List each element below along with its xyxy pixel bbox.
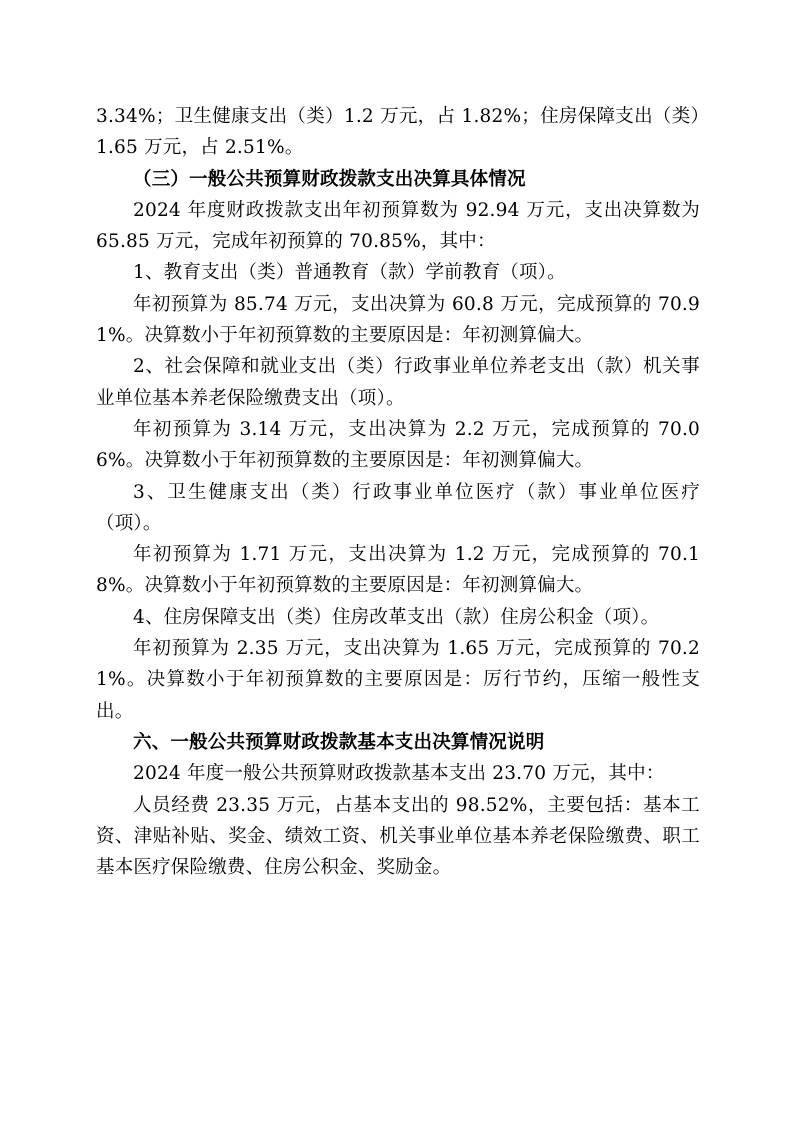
item-social-security-expenditure: 2、社会保障和就业支出（类）行政事业单位养老支出（款）机关事业单位基本养老保险缴费支出（项）。 [96, 356, 700, 409]
paragraph-personnel-expenses: 人员经费 23.35 万元，占基本支出的 98.52%，主要包括：基本工资、津贴补贴、奖金、绩效工资、机关事业单位基本养老保险缴费、职工基本医疗保险缴费、住房公积金、奖励金。 [96, 794, 700, 879]
paragraph-expenditure-shares-continued: 3.34%；卫生健康支出（类）1.2 万元，占 1.82%；住房保障支出（类）1.65 万元，占 2.51%。 [96, 106, 700, 159]
paragraph-health-budget: 年初预算为 1.71 万元，支出决算为 1.2 万元，完成预算的 70.18%。决算数小于年初预算数的主要原因是：年初测算偏大。 [96, 544, 700, 597]
item-housing-expenditure: 4、住房保障支出（类）住房改革支出（款）住房公积金（项）。 [133, 606, 660, 628]
section-heading-general-budget-details: （三）一般公共预算财政拨款支出决算具体情况 [133, 168, 526, 190]
paragraph-social-security-budget: 年初预算为 3.14 万元，支出决算为 2.2 万元，完成预算的 70.06%。决算数小于年初预算数的主要原因是：年初测算偏大。 [96, 418, 700, 472]
paragraph-education-budget: 年初预算为 85.74 万元，支出决算为 60.8 万元，完成预算的 70.91%。决算数小于年初预算数的主要原因是：年初测算偏大。 [96, 293, 700, 347]
item-health-expenditure: 3、卫生健康支出（类）行政事业单位医疗（款）事业单位医疗（项）。 [96, 481, 700, 534]
paragraph-housing-budget: 年初预算为 2.35 万元，支出决算为 1.65 万元，完成预算的 70.21%。决算数小于年初预算数的主要原因是：厉行节约，压缩一般性支出。 [96, 638, 700, 722]
document-page [96, 101, 700, 883]
section-heading-basic-expenditure: 六、一般公共预算财政拨款基本支出决算情况说明 [133, 731, 545, 753]
paragraph-basic-expenditure-total: 2024 年度一般公共预算财政拨款基本支出 23.70 万元，其中： [133, 763, 665, 785]
paragraph-budget-overview: 2024 年度财政拨款支出年初预算数为 92.94 万元，支出决算数为 65.85 万元，完成年初预算的 70.85%，其中： [96, 199, 700, 253]
item-education-expenditure: 1、教育支出（类）普通教育（款）学前教育（项）。 [133, 262, 566, 284]
